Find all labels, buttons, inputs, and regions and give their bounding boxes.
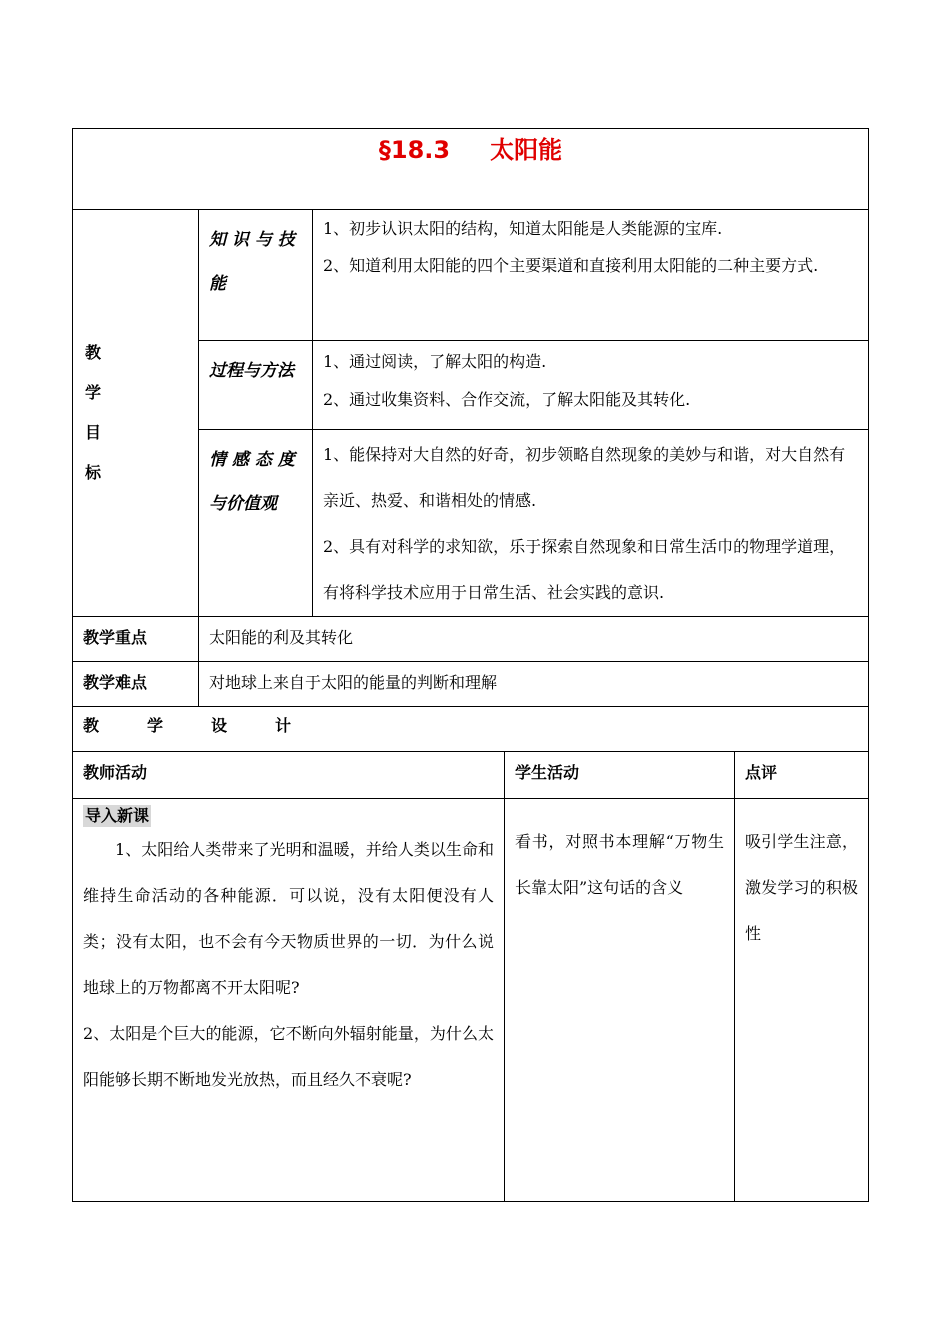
- emotion-content: [313, 430, 869, 617]
- process-item: 1、通过阅读，了解太阳的构造.: [323, 352, 547, 371]
- goals-label-char: 学: [85, 383, 102, 402]
- difficulty-value: 对地球上来自于太阳的能量的判断和理解: [199, 662, 869, 707]
- design-heading: [73, 707, 869, 752]
- lesson-plan: [72, 128, 868, 1202]
- emotion-item: 2、具有对科学的求知欲，乐于探索自然现象和日常生活巾的物理学道理，有将科学技术应用于日常生活、社会实践的意识.: [323, 537, 846, 602]
- comment-text: 吸引学生注意，激发学习的积极性: [735, 799, 869, 1202]
- design-char: 设: [211, 716, 228, 735]
- design-char: 计: [275, 716, 292, 735]
- key-point-label: 教学重点: [73, 617, 199, 662]
- title-name: 太阳能: [490, 136, 563, 164]
- goals-label-char: 教: [85, 343, 102, 362]
- knowledge-item: 1、初步认识太阳的结构，知道太阳能是人类能源的宝库.: [323, 219, 723, 238]
- intro-paragraph: 1、太阳给人类带来了光明和温暖，并给人类以生命和维持生命活动的各种能源．可以说，没有太阳便没有人类；没有太阳，也不会有今天物质世界的一切．为什么说地球上的万物都离不开太阳呢?: [83, 840, 494, 997]
- intro-heading: 导入新课: [85, 806, 150, 825]
- goals-label-char: 目: [85, 423, 102, 442]
- process-label: 过程与方法: [199, 341, 313, 430]
- intro-paragraph: 2、太阳是个巨大的能源，它不断向外辐射能量，为什么太阳能够长期不断地发光放热，而且经久不衰呢?: [83, 1024, 494, 1089]
- title-cell: [73, 129, 869, 210]
- comment-column-header: 点评: [735, 752, 869, 799]
- design-char: 教: [83, 716, 100, 735]
- emotion-label: 情 感 态 度与价值观: [199, 430, 313, 617]
- difficulty-label: 教学难点: [73, 662, 199, 707]
- lesson-table: [72, 128, 869, 1202]
- student-column-header: 学生活动: [505, 752, 735, 799]
- emotion-item: 1、能保持对大自然的好奇，初步领略自然现象的美妙与和谐，对大自然有亲近、热爱、和谐相处的情感.: [323, 445, 846, 510]
- section-number: §18.3: [378, 136, 451, 164]
- teacher-activity: [73, 799, 505, 1202]
- goals-label-char: 标: [85, 463, 102, 482]
- goals-label: [73, 210, 199, 617]
- design-char: 学: [147, 716, 164, 735]
- key-point-value: 太阳能的利及其转化: [199, 617, 869, 662]
- knowledge-item: 2、知道利用太阳能的四个主要渠道和直接利用太阳能的二种主要方式.: [323, 256, 819, 275]
- process-content: [313, 341, 869, 430]
- process-item: 2、通过收集资料、合作交流，了解太阳能及其转化.: [323, 390, 691, 409]
- student-activity: 看书，对照书本理解“万物生长靠太阳”这句话的含义: [505, 799, 735, 1202]
- page-title: [379, 135, 562, 165]
- knowledge-content: [313, 210, 869, 341]
- teacher-column-header: 教师活动: [73, 752, 505, 799]
- knowledge-label: 知 识 与 技 能: [199, 210, 313, 341]
